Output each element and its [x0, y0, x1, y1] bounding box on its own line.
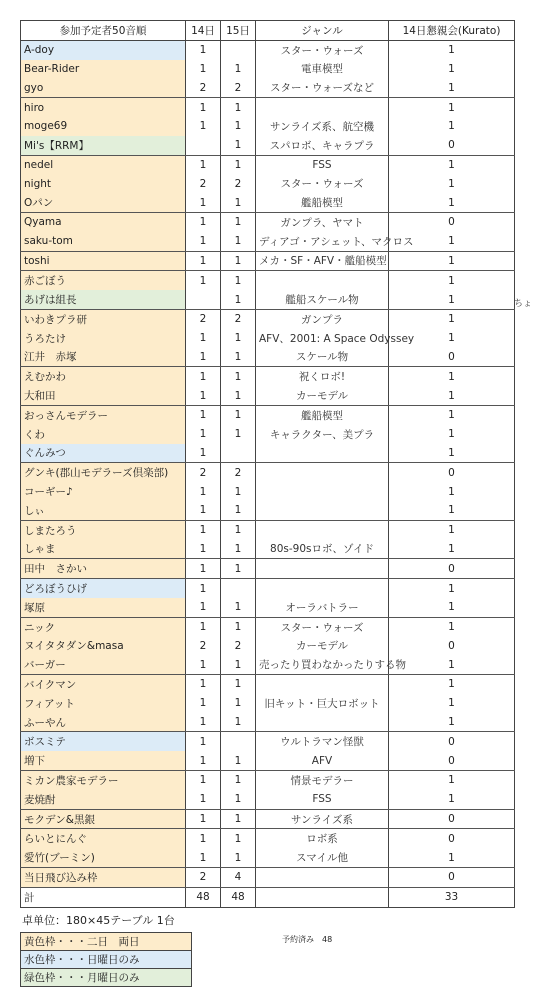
day15-count: 2 [221, 78, 256, 97]
day14-count: 2 [186, 174, 221, 193]
day15-count: 1 [221, 386, 256, 405]
genre-cell: ロボ系 [256, 829, 389, 848]
day15-count: 2 [221, 174, 256, 193]
table-row [21, 405, 515, 424]
party-count: 1 [389, 155, 515, 174]
party-count: 0 [389, 809, 515, 829]
day14-count: 1 [186, 790, 221, 809]
day14-count [186, 136, 221, 155]
genre-cell: スター・ウォーズ [256, 40, 389, 59]
header-day15: 15日 [221, 21, 256, 41]
legend-yellow: 黄色枠・・・二日 両日 [21, 933, 192, 951]
day14-count: 1 [186, 329, 221, 348]
total-label: 計 [21, 887, 186, 907]
day14-count: 1 [186, 232, 221, 251]
genre-cell: AFV [256, 751, 389, 770]
day15-count: 1 [221, 405, 256, 424]
participant-name: いわきプラ研 [21, 309, 186, 328]
day15-count: 1 [221, 771, 256, 790]
genre-cell: FSS [256, 155, 389, 174]
party-count: 1 [389, 848, 515, 867]
table-row [21, 732, 515, 751]
party-count: 0 [389, 212, 515, 231]
day14-count: 1 [186, 212, 221, 231]
day15-count: 2 [221, 637, 256, 656]
participant-name: らいとにんぐ [21, 829, 186, 848]
day15-count: 1 [221, 598, 256, 617]
participant-name: Bear-Rider [21, 60, 186, 79]
participant-name: ミカン農家モデラー [21, 771, 186, 790]
table-row [21, 848, 515, 867]
total-genre [256, 887, 389, 907]
party-count: 1 [389, 386, 515, 405]
participant-name: おっさんモデラー [21, 405, 186, 424]
day15-count: 1 [221, 98, 256, 117]
participant-name: しまたろう [21, 520, 186, 539]
day15-count: 1 [221, 694, 256, 713]
party-count: 1 [389, 40, 515, 59]
party-count: 1 [389, 193, 515, 212]
participant-name: 塚原 [21, 598, 186, 617]
participant-name: バーガー [21, 655, 186, 674]
genre-cell: スター・ウォーズ [256, 174, 389, 193]
genre-cell [256, 520, 389, 539]
day15-count: 1 [221, 136, 256, 155]
genre-cell [256, 559, 389, 579]
participant-name: Mi's【RRM】 [21, 136, 186, 155]
party-count: 1 [389, 675, 515, 694]
day15-count: 1 [221, 809, 256, 829]
day15-count: 4 [221, 868, 256, 888]
participants-body [21, 40, 515, 887]
day15-count: 1 [221, 271, 256, 290]
participant-name: 増下 [21, 751, 186, 770]
day15-count: 1 [221, 290, 256, 309]
day14-count: 1 [186, 60, 221, 79]
day14-count: 1 [186, 598, 221, 617]
party-count: 0 [389, 868, 515, 888]
day15-count: 1 [221, 501, 256, 520]
genre-cell [256, 713, 389, 732]
table-row [21, 174, 515, 193]
genre-cell: スケール物 [256, 348, 389, 367]
day15-count [221, 444, 256, 463]
day14-count: 1 [186, 405, 221, 424]
day14-count: 1 [186, 771, 221, 790]
day15-count: 1 [221, 559, 256, 579]
party-count: 1 [389, 694, 515, 713]
party-count: 0 [389, 829, 515, 848]
day15-count: 2 [221, 463, 256, 482]
table-row [21, 482, 515, 501]
day15-count: 1 [221, 482, 256, 501]
header-day14: 14日 [186, 21, 221, 41]
party-count: 1 [389, 579, 515, 598]
participant-name: 当日飛び込み枠 [21, 868, 186, 888]
table-row [21, 78, 515, 97]
genre-cell: 情景モデラー [256, 771, 389, 790]
genre-cell: カーモデル [256, 637, 389, 656]
party-count: 1 [389, 78, 515, 97]
table-row [21, 520, 515, 539]
day15-count: 1 [221, 520, 256, 539]
day15-count: 1 [221, 367, 256, 386]
day14-count: 1 [186, 675, 221, 694]
participant-name: グンキ(郡山モデラーズ倶楽部) [21, 463, 186, 482]
participant-name: ぐんみつ [21, 444, 186, 463]
reservation-count: 予約済み 48 [282, 935, 333, 944]
table-row [21, 675, 515, 694]
day15-count: 2 [221, 309, 256, 328]
genre-cell: スター・ウォーズ [256, 617, 389, 636]
table-row [21, 655, 515, 674]
genre-cell [256, 482, 389, 501]
day14-count: 1 [186, 848, 221, 867]
day15-count: 1 [221, 348, 256, 367]
genre-cell: スパロボ、キャラプラ [256, 136, 389, 155]
day15-count: 1 [221, 751, 256, 770]
table-row [21, 694, 515, 713]
participant-name: Oパン [21, 193, 186, 212]
day15-count [221, 732, 256, 751]
party-count: 1 [389, 290, 515, 309]
day14-count: 2 [186, 309, 221, 328]
total-day15: 48 [221, 887, 256, 907]
party-count: 0 [389, 637, 515, 656]
day15-count: 1 [221, 329, 256, 348]
genre-cell: キャラクター、美プラ [256, 425, 389, 444]
day14-count: 1 [186, 482, 221, 501]
day15-count: 1 [221, 155, 256, 174]
day14-count: 1 [186, 425, 221, 444]
day14-count: 1 [186, 193, 221, 212]
party-count: 1 [389, 655, 515, 674]
day14-count: 1 [186, 271, 221, 290]
party-count: 1 [389, 501, 515, 520]
table-row [21, 60, 515, 79]
header-row [21, 21, 515, 41]
participant-name: moge69 [21, 117, 186, 136]
participant-name: モクデン&黒銀 [21, 809, 186, 829]
genre-cell: スター・ウォーズなど [256, 78, 389, 97]
day14-count [186, 290, 221, 309]
genre-cell: FSS [256, 790, 389, 809]
day14-count: 1 [186, 617, 221, 636]
genre-cell [256, 444, 389, 463]
participant-name: どろぼうひげ [21, 579, 186, 598]
day14-count: 2 [186, 868, 221, 888]
day14-count: 1 [186, 386, 221, 405]
participant-name: Qyama [21, 212, 186, 231]
party-count: 1 [389, 520, 515, 539]
table-row [21, 637, 515, 656]
day15-count: 1 [221, 790, 256, 809]
day15-count: 1 [221, 540, 256, 559]
participant-name: hiro [21, 98, 186, 117]
participant-name: ヌイタタダン&masa [21, 637, 186, 656]
day15-count: 1 [221, 617, 256, 636]
genre-cell: 艦船スケール物 [256, 290, 389, 309]
genre-cell [256, 463, 389, 482]
table-row [21, 617, 515, 636]
day14-count: 1 [186, 559, 221, 579]
table-row [21, 386, 515, 405]
genre-cell: ディアゴ・アシェット、マクロス [256, 232, 389, 251]
table-row [21, 98, 515, 117]
day14-count: 2 [186, 463, 221, 482]
day14-count: 1 [186, 348, 221, 367]
day14-count: 1 [186, 579, 221, 598]
day15-count: 1 [221, 232, 256, 251]
genre-cell: メカ・SF・AFV・艦船模型 [256, 251, 389, 271]
day15-count: 1 [221, 251, 256, 271]
genre-cell: 艦船模型 [256, 405, 389, 424]
table-row [21, 444, 515, 463]
table-row [21, 290, 515, 309]
genre-cell: 売ったり買わなかったりする物 [256, 655, 389, 674]
day14-count: 1 [186, 155, 221, 174]
genre-cell: サンライズ系、航空機 [256, 117, 389, 136]
genre-cell: 80s-90sロボ、ゾイド [256, 540, 389, 559]
participant-name: くわ [21, 425, 186, 444]
genre-cell: 電車模型 [256, 60, 389, 79]
table-row [21, 425, 515, 444]
table-row [21, 155, 515, 174]
participant-name: バイクマン [21, 675, 186, 694]
genre-cell: AFV、2001: A Space Odyssey [256, 329, 389, 348]
participant-name: saku-tom [21, 232, 186, 251]
total-row [21, 887, 515, 907]
participant-name: 大和田 [21, 386, 186, 405]
table-row [21, 559, 515, 579]
day15-count: 1 [221, 829, 256, 848]
table-row [21, 40, 515, 59]
table-row [21, 136, 515, 155]
day14-count: 1 [186, 540, 221, 559]
party-count: 1 [389, 425, 515, 444]
color-legend [20, 932, 192, 987]
participant-name: nedel [21, 155, 186, 174]
table-row [21, 251, 515, 271]
day15-count: 1 [221, 117, 256, 136]
genre-cell [256, 868, 389, 888]
genre-cell [256, 98, 389, 117]
table-row [21, 868, 515, 888]
participant-name: ふーやん [21, 713, 186, 732]
genre-cell [256, 271, 389, 290]
party-count: 1 [389, 598, 515, 617]
party-count: 1 [389, 790, 515, 809]
day14-count: 1 [186, 829, 221, 848]
day15-count [221, 579, 256, 598]
party-count: 0 [389, 136, 515, 155]
party-count: 1 [389, 405, 515, 424]
day15-count: 1 [221, 713, 256, 732]
genre-cell: 祝くロボ! [256, 367, 389, 386]
genre-cell [256, 579, 389, 598]
table-row [21, 463, 515, 482]
participant-name: コーギー♪ [21, 482, 186, 501]
day14-count: 1 [186, 40, 221, 59]
party-count: 1 [389, 367, 515, 386]
day14-count: 1 [186, 809, 221, 829]
legend-blue: 水色枠・・・日曜日のみ [21, 951, 192, 969]
table-row [21, 309, 515, 328]
table-row [21, 598, 515, 617]
table-row [21, 771, 515, 790]
table-row [21, 579, 515, 598]
genre-cell [256, 501, 389, 520]
legend-green: 緑色枠・・・月曜日のみ [21, 969, 192, 987]
participant-name: ボスミテ [21, 732, 186, 751]
genre-cell: スマイル他 [256, 848, 389, 867]
participant-name: 江井 赤塚 [21, 348, 186, 367]
day14-count: 1 [186, 732, 221, 751]
party-count: 0 [389, 559, 515, 579]
participant-name: フィアット [21, 694, 186, 713]
genre-cell: ウルトラマン怪獣 [256, 732, 389, 751]
day15-count: 1 [221, 193, 256, 212]
day15-count: 1 [221, 60, 256, 79]
day14-count: 1 [186, 117, 221, 136]
table-row [21, 212, 515, 231]
party-count: 1 [389, 713, 515, 732]
table-row [21, 829, 515, 848]
party-count: 1 [389, 251, 515, 271]
day14-count: 1 [186, 501, 221, 520]
genre-cell: ガンプラ、ヤマト [256, 212, 389, 231]
participant-name: gyo [21, 78, 186, 97]
participant-name: うろたけ [21, 329, 186, 348]
party-count: 1 [389, 60, 515, 79]
table-row [21, 367, 515, 386]
table-row [21, 348, 515, 367]
total-day14: 48 [186, 887, 221, 907]
day14-count: 1 [186, 251, 221, 271]
day14-count: 1 [186, 520, 221, 539]
day14-count: 1 [186, 655, 221, 674]
total-party: 33 [389, 887, 515, 907]
participant-name: 愛竹(ブーミン) [21, 848, 186, 867]
table-row [21, 271, 515, 290]
genre-cell: ガンプラ [256, 309, 389, 328]
genre-cell: オーラバトラー [256, 598, 389, 617]
day15-count: 1 [221, 655, 256, 674]
table-row [21, 751, 515, 770]
day15-count: 1 [221, 848, 256, 867]
participant-name: しぃ [21, 501, 186, 520]
genre-cell [256, 675, 389, 694]
participant-name: 赤ごぼう [21, 271, 186, 290]
party-count: 0 [389, 348, 515, 367]
genre-cell: カーモデル [256, 386, 389, 405]
genre-cell: サンライズ系 [256, 809, 389, 829]
day14-count: 2 [186, 78, 221, 97]
party-count: 1 [389, 98, 515, 117]
participant-name: 麦焼酎 [21, 790, 186, 809]
table-row [21, 193, 515, 212]
day15-count [221, 40, 256, 59]
party-count: 1 [389, 329, 515, 348]
day14-count: 1 [186, 444, 221, 463]
table-row [21, 501, 515, 520]
day14-count: 1 [186, 713, 221, 732]
party-count: 1 [389, 117, 515, 136]
table-row [21, 713, 515, 732]
day15-count: 1 [221, 425, 256, 444]
participant-name: toshi [21, 251, 186, 271]
participant-name: ニック [21, 617, 186, 636]
party-count: 0 [389, 751, 515, 770]
table-row [21, 809, 515, 829]
participant-name: えむかわ [21, 367, 186, 386]
participant-name: あげは組長 [21, 290, 186, 309]
side-note: ちょ [514, 299, 533, 309]
day15-count: 1 [221, 675, 256, 694]
table-row [21, 540, 515, 559]
table-info: 卓单位：180×45テーブル 1台 [22, 914, 175, 927]
party-count: 1 [389, 482, 515, 501]
day15-count: 1 [221, 212, 256, 231]
party-count: 1 [389, 617, 515, 636]
table-row [21, 117, 515, 136]
day14-count: 1 [186, 694, 221, 713]
party-count: 1 [389, 271, 515, 290]
party-count: 1 [389, 232, 515, 251]
participant-name: 田中 さかい [21, 559, 186, 579]
day14-count: 1 [186, 98, 221, 117]
table-row [21, 232, 515, 251]
party-count: 1 [389, 540, 515, 559]
day14-count: 1 [186, 751, 221, 770]
day14-count: 1 [186, 367, 221, 386]
table-row [21, 329, 515, 348]
party-count: 1 [389, 771, 515, 790]
table-row [21, 790, 515, 809]
day14-count: 2 [186, 637, 221, 656]
party-count: 0 [389, 732, 515, 751]
genre-cell: 旧キット・巨大ロボット [256, 694, 389, 713]
header-genre: ジャンル [256, 21, 389, 41]
participants-table [20, 20, 515, 908]
party-count: 0 [389, 463, 515, 482]
header-party: 14日懇親会(Kurato) [389, 21, 515, 41]
participant-name: しゃま [21, 540, 186, 559]
participant-name: A-doy [21, 40, 186, 59]
header-name: 参加予定者50音順 [21, 21, 186, 41]
party-count: 1 [389, 309, 515, 328]
participant-name: night [21, 174, 186, 193]
party-count: 1 [389, 444, 515, 463]
party-count: 1 [389, 174, 515, 193]
genre-cell: 艦船模型 [256, 193, 389, 212]
